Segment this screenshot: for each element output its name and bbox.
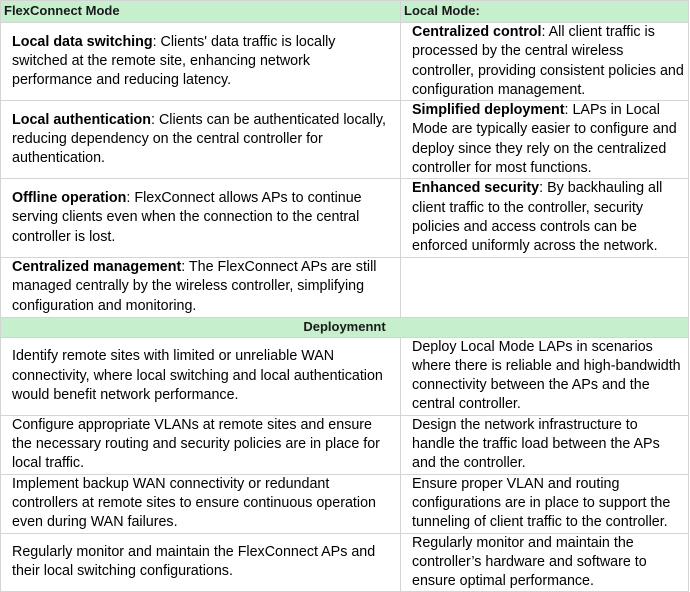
feature-desc: : The FlexConnect APs are still managed centrally by the wireless controller, simplifying configuration and monitoring. [12, 259, 377, 314]
feature-term: Local data switching [12, 33, 153, 50]
flexconnect-feature-cell [1, 101, 401, 179]
feature-desc: : Clients' data traffic is locally switched at the remote site, enhancing network performance and reducing latency. [12, 33, 336, 89]
header-local-mode: Local Mode: [401, 1, 689, 23]
header-flexconnect: FlexConnect Mode [1, 1, 401, 23]
local-mode-deployment-cell [401, 474, 689, 533]
feature-text [1, 33, 400, 91]
flexconnect-deployment-cell [1, 415, 401, 474]
flexconnect-feature-cell [1, 257, 401, 317]
local-mode-feature-cell [401, 257, 689, 317]
local-mode-feature-cell [401, 23, 689, 101]
feature-term: Centralized control [412, 24, 542, 40]
feature-text [401, 101, 688, 178]
feature-term: Offline operation [12, 190, 127, 207]
feature-desc: : All client traffic is processed by the central wireless controller, providing consistent policies and configuration management. [412, 24, 684, 98]
feature-text [1, 111, 400, 169]
flexconnect-feature-cell [1, 23, 401, 101]
deployment-text: Regularly monitor and maintain the FlexConnect APs and their local switching configurations. [12, 544, 376, 580]
deployment-text: Regularly monitor and maintain the controller’s hardware and software to ensure optimal performance. [412, 534, 647, 590]
feature-text [1, 258, 400, 316]
deployment-text: Design the network infrastructure to handle the traffic load between the APs and the controller. [412, 416, 660, 472]
feature-term: Enhanced security [412, 180, 540, 197]
feature-desc: : By backhauling all client traffic to the controller, security policies and access controls can be enforced uniformly across the network. [412, 180, 663, 255]
feature-text [1, 189, 400, 247]
feature-row [1, 179, 689, 257]
deployment-text: Ensure proper VLAN and routing configurations are in place to support the tunneling of client traffic to the controller. [412, 475, 671, 531]
local-mode-deployment-cell [401, 337, 689, 415]
deployment-row [1, 533, 689, 592]
deployment-header: Deploymennt [1, 317, 689, 337]
feature-desc: : Clients can be authenticated locally, reducing dependency on the central controller for authentication. [12, 111, 386, 167]
feature-term: Local authentication [12, 111, 152, 128]
local-mode-deployment-cell [401, 533, 689, 592]
deployment-text: Configure appropriate VLANs at remote sites and ensure the necessary routing and security policies are in place for local traffic. [12, 416, 380, 472]
feature-term: Centralized management [12, 259, 182, 276]
deployment-row [1, 415, 689, 474]
deployment-row [1, 474, 689, 533]
deployment-row [1, 337, 689, 415]
flexconnect-deployment-cell [1, 474, 401, 533]
deployment-text: Deploy Local Mode LAPs in scenarios where there is reliable and high-bandwidth connectivity between the APs and the central controller. [412, 338, 681, 413]
local-mode-feature-cell [401, 101, 689, 179]
deployment-header-row [1, 317, 689, 337]
flexconnect-feature-cell [1, 179, 401, 257]
feature-desc: : LAPs in Local Mode are typically easier to configure and deploy since they rely on the centralized controller for most functions. [412, 102, 677, 177]
feature-term: Simplified deployment [412, 102, 565, 119]
flexconnect-deployment-cell [1, 337, 401, 415]
local-mode-feature-cell [401, 179, 689, 257]
feature-desc: : FlexConnect allows APs to continue serving clients even when the connection to the central controller is lost. [12, 190, 362, 245]
deployment-text: Implement backup WAN connectivity or redundant controllers at remote sites to ensure continuous operation even during WAN failures. [12, 475, 376, 531]
local-mode-deployment-cell [401, 415, 689, 474]
feature-text [401, 23, 688, 100]
feature-row [1, 257, 689, 317]
feature-row [1, 101, 689, 179]
feature-row [1, 23, 689, 101]
deployment-text: Identify remote sites with limited or unreliable WAN connectivity, where local switching and local authentication would benefit network performance. [12, 348, 383, 403]
header-row [1, 1, 689, 23]
flexconnect-deployment-cell [1, 533, 401, 592]
feature-text [401, 179, 688, 256]
